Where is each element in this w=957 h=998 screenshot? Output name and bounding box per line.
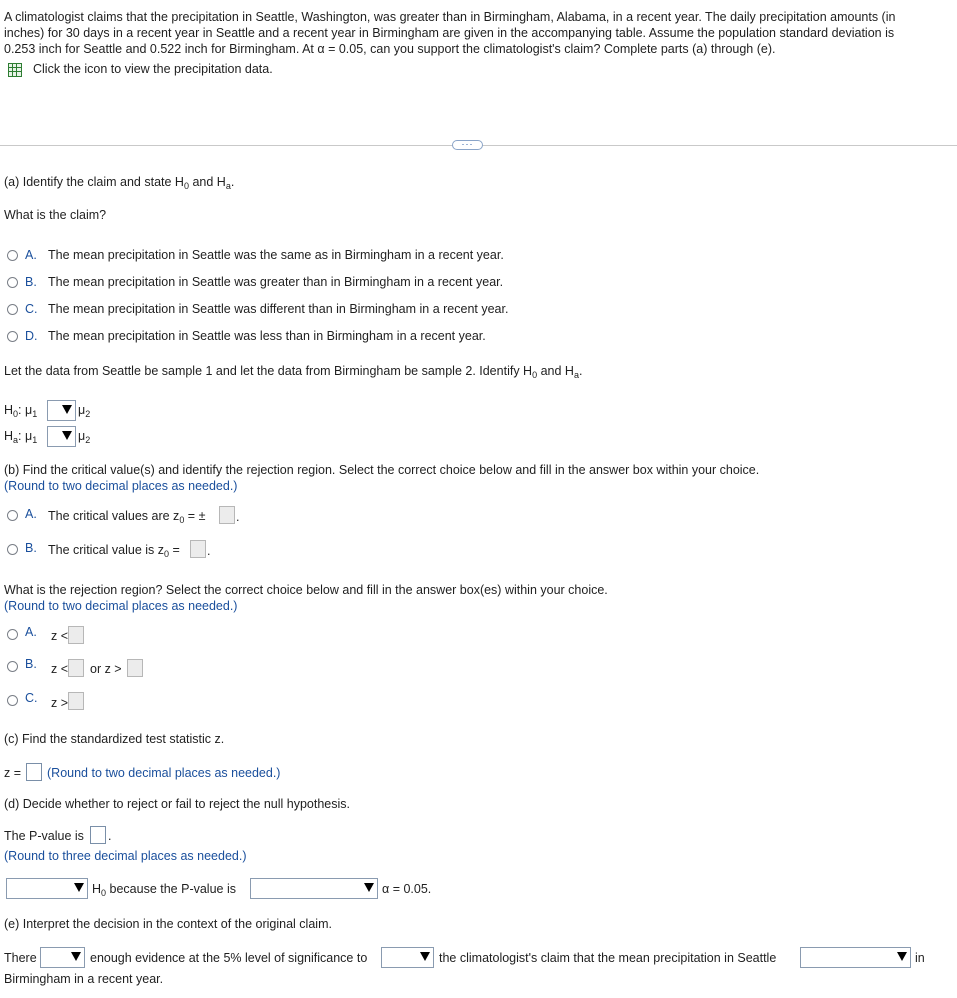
region-c-input[interactable] xyxy=(68,692,84,710)
h0-mu2: $\mu_2$ xyxy=(78,403,91,419)
region-option-b-radio[interactable] xyxy=(7,661,18,672)
ha-operator-dropdown[interactable] xyxy=(47,426,76,447)
claim-option-c-radio[interactable] xyxy=(7,304,18,315)
region-option-a-text: z < xyxy=(51,629,69,643)
data-table-icon[interactable] xyxy=(8,63,22,77)
interpret-there: There xyxy=(4,951,37,965)
region-b-upper-input[interactable] xyxy=(127,659,143,677)
region-option-c-letter: C. xyxy=(25,691,38,705)
region-b-lower-input[interactable] xyxy=(68,659,84,677)
h0-label: $H_0$: $\mu_1$ xyxy=(4,403,38,419)
ha-label: $H_a$: $\mu_1$ xyxy=(4,429,38,445)
claim-option-b-text[interactable]: The mean precipitation in Seattle was greater than in Birmingham in a recent year. xyxy=(48,275,504,289)
part-e-heading: (e) Interpret the decision in the context of the original claim. xyxy=(4,917,332,931)
critical-option-b-radio[interactable] xyxy=(7,544,18,555)
period: . xyxy=(108,829,112,843)
claim-option-a-text[interactable]: The mean precipitation in Seattle was the same as in Birmingham in a recent year. xyxy=(48,248,504,262)
claim-option-a-letter: A. xyxy=(25,248,37,262)
critical-option-a-text: The critical values are $z_0$ = ± xyxy=(48,509,206,525)
problem-line-3: 0.253 inch for Seattle and 0.522 inch for Birmingham. At α = 0.05, can you support the climatologist's claim? Complete parts (a) through (e). xyxy=(4,42,776,56)
rejection-region-question: What is the rejection region? Select the correct choice below and fill in the answer box(es) within your choice. xyxy=(4,583,608,597)
chevron-down-icon xyxy=(71,952,81,961)
claim-option-d-text[interactable]: The mean precipitation in Seattle was less than in Birmingham in a recent year. xyxy=(48,329,486,343)
rejection-round-note: (Round to two decimal places as needed.) xyxy=(4,599,238,613)
view-data-link[interactable]: Click the icon to view the precipitation data. xyxy=(33,62,273,76)
claim-option-c-letter: C. xyxy=(25,302,38,316)
ha-mu2: $\mu_2$ xyxy=(78,429,91,445)
claim-question: What is the claim? xyxy=(4,208,107,222)
region-option-b-text: z < xyxy=(51,662,69,676)
is-isnot-dropdown[interactable] xyxy=(40,947,85,968)
part-c-heading: (c) Find the standardized test statistic z. xyxy=(4,732,225,746)
pvalue-label: The P-value is xyxy=(4,829,84,843)
chevron-down-icon xyxy=(420,952,430,961)
problem-line-2: inches) for 30 days in a recent year in Seattle and a recent year in Birmingham are given in the accompanying table. Assume the population standard deviation is xyxy=(4,26,895,40)
claim-option-c-text[interactable]: The mean precipitation in Seattle was different than in Birmingham in a recent year. xyxy=(48,302,509,316)
region-option-b-letter: B. xyxy=(25,657,37,671)
sample-instruction: Let the data from Seattle be sample 1 and let the data from Birmingham be sample 2. Identify $H_0$ and $H_a$. xyxy=(4,364,583,380)
region-a-input[interactable] xyxy=(68,626,84,644)
period: . xyxy=(236,510,240,524)
pvalue-comparison-dropdown[interactable] xyxy=(250,878,378,899)
critical-option-a-radio[interactable] xyxy=(7,510,18,521)
critical-option-b-text: The critical value is $z_0$ = xyxy=(48,543,180,559)
claim-option-a-radio[interactable] xyxy=(7,250,18,261)
critical-option-a-letter: A. xyxy=(25,507,37,521)
region-option-a-letter: A. xyxy=(25,625,37,639)
z-label: z = xyxy=(4,766,22,780)
claim-option-d-radio[interactable] xyxy=(7,331,18,342)
interpret-enough: enough evidence at the 5% level of significance to xyxy=(90,951,368,965)
chevron-down-icon xyxy=(62,405,72,414)
interpret-in: in xyxy=(915,951,925,965)
region-option-c-radio[interactable] xyxy=(7,695,18,706)
part-d-round-note: (Round to three decimal places as needed.) xyxy=(4,849,247,863)
interpret-claim: the climatologist's claim that the mean precipitation in Seattle xyxy=(439,951,777,965)
region-option-a-radio[interactable] xyxy=(7,629,18,640)
decision-dropdown[interactable] xyxy=(6,878,88,899)
part-b-round-note: (Round to two decimal places as needed.) xyxy=(4,479,238,493)
interpret-line-2: Birmingham in a recent year. xyxy=(4,972,164,986)
part-b-heading: (b) Find the critical value(s) and identify the rejection region. Select the correct choice below and fill in the answer box within your choice. xyxy=(4,463,760,477)
comparison-dropdown[interactable] xyxy=(800,947,911,968)
part-d-heading: (d) Decide whether to reject or fail to reject the null hypothesis. xyxy=(4,797,351,811)
h0-operator-dropdown[interactable] xyxy=(47,400,76,421)
support-reject-dropdown[interactable] xyxy=(381,947,434,968)
decision-text: $H_0$ because the P-value is xyxy=(92,882,236,898)
claim-option-b-letter: B. xyxy=(25,275,37,289)
chevron-down-icon xyxy=(74,883,84,892)
region-option-b-or: or z > xyxy=(90,662,122,676)
part-c-round-note: (Round to two decimal places as needed.) xyxy=(47,766,281,780)
claim-option-b-radio[interactable] xyxy=(7,277,18,288)
critical-option-b-letter: B. xyxy=(25,541,37,555)
critical-value-input[interactable] xyxy=(190,540,206,558)
chevron-down-icon xyxy=(897,952,907,961)
region-option-c-text: z > xyxy=(51,696,69,710)
period: . xyxy=(207,544,211,558)
more-button[interactable]: ··· xyxy=(452,140,483,150)
problem-line-1: A climatologist claims that the precipitation in Seattle, Washington, was greater than in Birmingham, Alabama, in a recent year. The daily precipitation amounts (in xyxy=(4,10,896,24)
z-statistic-input[interactable] xyxy=(26,763,42,781)
critical-values-input[interactable] xyxy=(219,506,235,524)
problem-statement xyxy=(4,9,949,57)
alpha-text: α = 0.05. xyxy=(382,882,432,896)
chevron-down-icon xyxy=(364,883,374,892)
claim-option-d-letter: D. xyxy=(25,329,38,343)
pvalue-input[interactable] xyxy=(90,826,106,844)
chevron-down-icon xyxy=(62,431,72,440)
part-a-heading: (a) Identify the claim and state $H_0$ and $H_a$. xyxy=(4,175,235,191)
